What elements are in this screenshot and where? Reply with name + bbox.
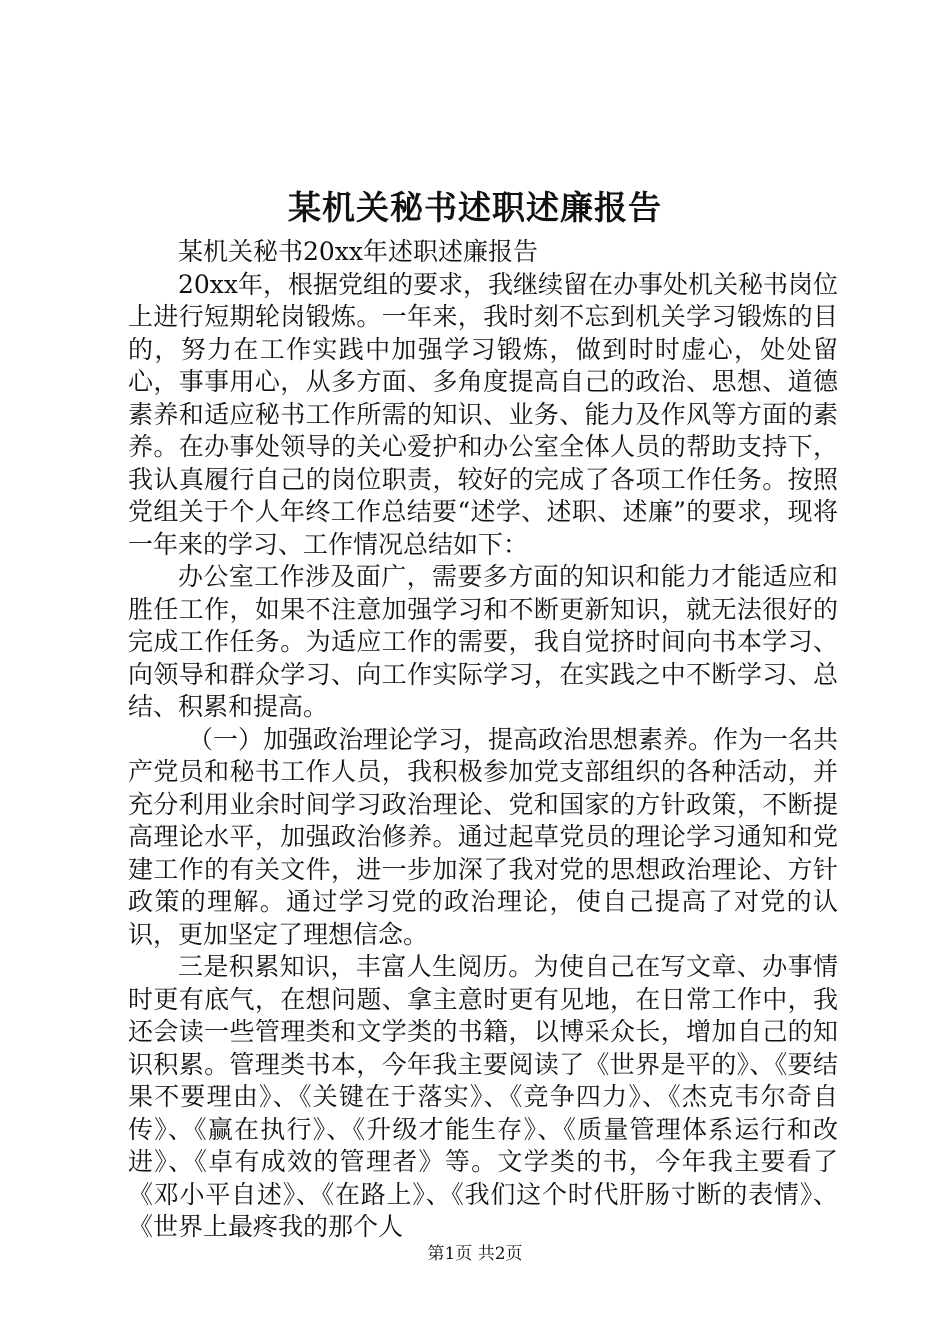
political-study-paragraph: （一）加强政治理论学习，提高政治思想素养。作为一名共产党员和秘书工作人员，我积极参加党支部组织的各种活动，并充分利用业余时间学习政治理论、党和国家的方针政策，不断提高理论水平，加强政治修养。通过起草党员的理论学习通知和党建工作的有关文件，进一步加深了我对党的思想政治理论、方针政策的理解。通过学习党的政治理论，使自己提高了对党的认识，更加坚定了理想信念。 bbox=[128, 724, 839, 949]
study-paragraph: 办公室工作涉及面广，需要多方面的知识和能力才能适应和胜任工作，如果不注意加强学习和不断更新知识，就无法很好的完成工作任务。为适应工作的需要，我自觉挤时间向书本学习、向领导和群众学习、向工作实际学习，在实践之中不断学习、总结、积累和提高。 bbox=[128, 562, 838, 721]
page-footer: 第1页 共2页 bbox=[427, 1244, 523, 1264]
knowledge-paragraph: 三是积累知识，丰富人生阅历。为使自己在写文章、办事情时更有底气，在想问题、拿主意时更有见地，在日常工作中，我还会读一些管理类和文学类的书籍，以博采众长，增加自己的知识积累。管理类书本，今年我主要阅读了《世界是平的》、《要结果不要理由》、《关键在于落实》、《竞争四力》、《杰克韦尔奇自传》、《赢在执行》、《升级才能生存》、《质量管理体系运行和改进》、《卓有成效的管理者》等。文学类的书，今年我主要看了《邓小平自述》、《在路上》、《我们这个时代肝肠寸断的表情》、《世界上最疼我的那个人 bbox=[128, 952, 838, 1241]
intro-paragraph: 20xx年，根据党组的要求，我继续留在办事处机关秘书岗位上进行短期轮岗锻炼。一年来，我时刻不忘到机关学习锻炼的目的，努力在工作实践中加强学习锻炼，做到时时虚心，处处留心，事事用心，从多方面、多角度提高自己的政治、思想、道德素养和适应秘书工作所需的知识、业务、能力及作风等方面的素养。在办事处领导的关心爱护和办公室全体人员的帮助支持下，我认真履行自己的岗位职责，较好的完成了各项工作任务。按照党组关于个人年终工作总结要“述学、述职、述廉”的要求，现将一年来的学习、工作情况总结如下： bbox=[128, 269, 839, 559]
subtitle-paragraph: 某机关秘书20xx年述职述廉报告 bbox=[178, 237, 539, 266]
document-body bbox=[128, 236, 838, 1244]
document-title: 某机关秘书述职述廉报告 bbox=[288, 188, 662, 227]
